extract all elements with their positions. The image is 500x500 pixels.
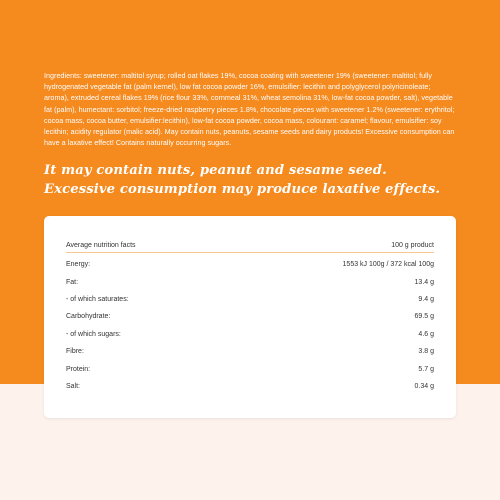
nutrition-value: 0.34 g — [414, 382, 434, 390]
nutrition-label: Fibre: — [66, 348, 84, 356]
nutrition-row-energy — [66, 256, 434, 273]
nutrition-label: Fat: — [66, 278, 79, 286]
nutrition-header-label: Average nutrition facts — [66, 241, 136, 249]
nutrition-value: 5.7 g — [418, 365, 434, 373]
nutrition-value: 3.8 g — [418, 348, 434, 356]
nutrition-row-carbohydrate — [66, 308, 434, 325]
nutrition-value: 1553 kJ 100g / 372 kcal 100g — [342, 261, 434, 269]
nutrition-label: - of which sugars: — [66, 330, 121, 338]
nutrition-label: Carbohydrate: — [66, 313, 111, 321]
allergen-warning: It may contain nuts, peanut and sesame seed. Excessive consumption may produce laxative effects. — [44, 163, 441, 197]
nutrition-label: Protein: — [66, 365, 91, 373]
nutrition-header-value: 100 g product — [391, 241, 434, 249]
nutrition-label: - of which saturates: — [66, 295, 129, 303]
nutrition-value: 4.6 g — [418, 330, 434, 338]
nutrition-row-sugars — [66, 326, 434, 343]
ingredients-text: Ingredients: sweetener: maltitol syrup; rolled oat flakes 19%, cocoa coating with sweetener 19% (sweetener: maltitol; fully hydrogenated vegetable fat (palm kernel), low fat cocoa powder 16%, emulsifier: lecithin and polyglycerol polyricinoleate; aroma), extruded cereal flakes 19% (rice flour 33%, cornmeal 31%, wheat semolina 31%, low-fat cocoa powder, salt), vegetable fat (palm), humectant: sorbitol; freeze-dried raspberry pieces 1.8%, chocolate pieces with sweetener 1.2% (sweetener: erythritol; cocoa mass, cocoa butter, emulsifier:lecithin), low-fat cocoa powder, cocoa mass, colourant: caramel; flavour, emulsifier: soy lecithin; acidity regulator (malic acid). May contain nuts, peanuts, sesame seeds and dairy products! Excessive consumption can have a laxative effect! Contains naturally occurring sugars. — [44, 71, 455, 148]
nutrition-table — [66, 238, 434, 395]
nutrition-card — [44, 216, 456, 418]
nutrition-value: 13.4 g — [414, 278, 434, 286]
nutrition-label: Salt: — [66, 382, 81, 390]
nutrition-row-fat — [66, 273, 434, 290]
nutrition-row-protein — [66, 360, 434, 377]
nutrition-row-saturates — [66, 291, 434, 308]
nutrition-row-fibre — [66, 343, 434, 360]
nutrition-label: Energy: — [66, 261, 91, 269]
nutrition-row-salt — [66, 378, 434, 395]
nutrition-header-row — [66, 238, 434, 253]
nutrition-value: 69.5 g — [414, 313, 434, 321]
nutrition-value: 9.4 g — [418, 295, 434, 303]
